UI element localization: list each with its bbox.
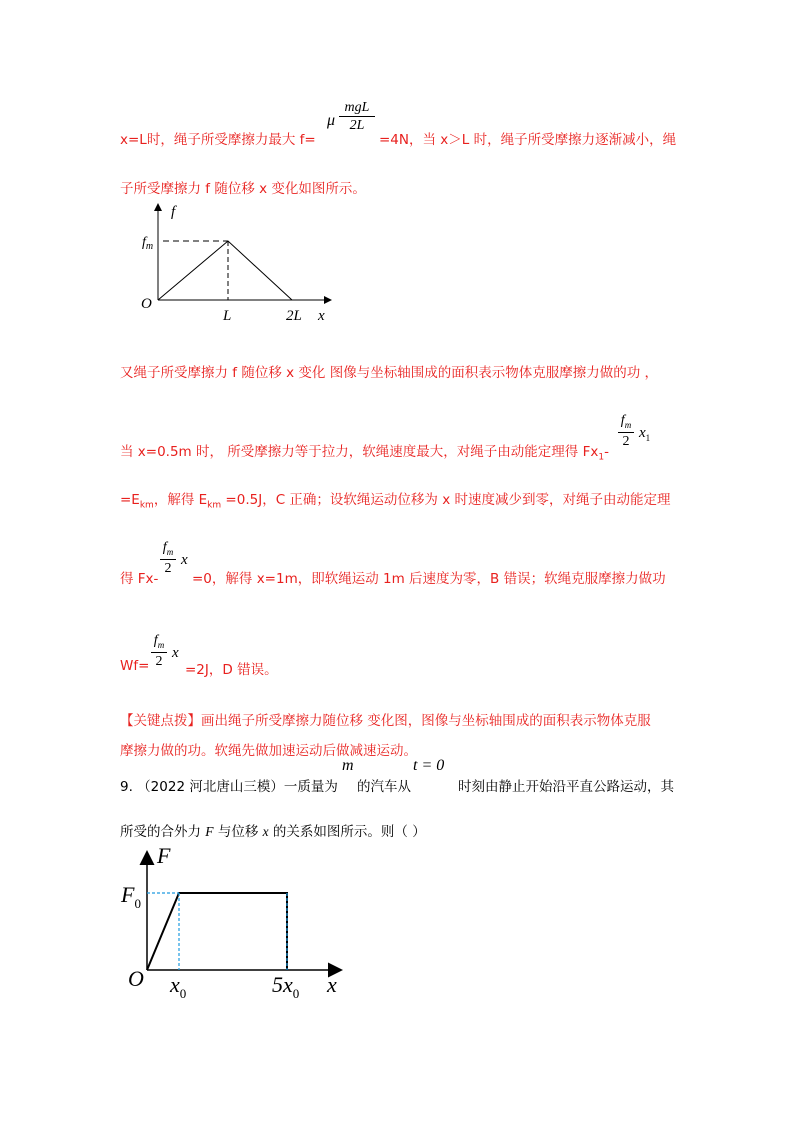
para4-text: 当 x=0.5m 时， 所受摩擦力等于拉力，软绳速度最大，对绳子由动能定理得 $Fx_1-$ [120,444,609,463]
para2-text: 子所受摩擦力 f 随位移 x 变化如图所示。 [120,181,366,197]
graph2-5x0-label: $5x_0$ [272,972,300,1001]
fraction-fm-over-2-b: $f_m$ 2 [160,540,176,576]
mu-symbol: μ [327,112,336,129]
graph2-force-line [147,893,287,970]
x-symbol-b: x [172,645,179,661]
para1-text-a: x=L时，绳子所受摩擦力最大 f= [120,132,316,148]
graph2-F0-label: $F_0$ [121,882,141,911]
para7-text-a: Wf= [120,658,150,674]
graph1-x-label: x [318,308,325,324]
graph2-origin-label: O [128,966,144,991]
q9-text-c: 时刻由静止开始沿平直公路运动，其 [458,779,674,795]
para1-text-b: =4N，当 x＞L 时，绳子所受摩擦力逐渐减小，绳 [379,132,677,148]
graph1-2L-label: 2L [286,308,302,324]
x1-symbol: $x_1$ [639,425,651,443]
q9-t0-symbol: t = 0 [413,757,445,774]
fraction-numerator: mgL [344,100,370,115]
graph1-origin-label: O [141,296,152,312]
fraction-fm-over-2-c: $f_m$ 2 [151,633,167,669]
q9-text-b: 的汽车从 [357,779,411,795]
fraction-denominator: 2L [349,118,365,134]
para7-text-b: =2J，D 错误。 [185,662,278,678]
q9-line2: 所受的合外力 F 与位移 x 的关系如图所示。则（ ） [120,824,426,840]
para3-text: 又绳子所受摩擦力 f 随位移 x 变化 图像与坐标轴围成的面积表示物体克服摩擦力做的功 ， [120,365,658,381]
q9-text-a: 9. （2022 河北唐山三模）一质量为 [120,779,338,795]
graph1-f-label: f [171,204,176,220]
x-symbol-a: x [181,552,188,568]
para6-text-b: =0，解得 x=1m，即软绳运动 1m 后速度为零，B 错误；软绳克服摩擦力做功 [192,571,666,587]
graph1-L-label: L [223,308,232,324]
fraction-fm-over-2-a: $f_m$ 2 [618,413,634,449]
para5-text: $=E_{km}$，解得 $E_{km} =0.5J$，C 正确；设软绳运动位移为 x 时速度减少到零，对绳子由动能定理 [120,492,671,511]
graph1-fm-label: $f_m$ [142,235,154,252]
graph2-F-label: F [157,843,171,868]
key-point-line1: 【关键点拨】画出绳子所受摩擦力随位移 变化图，图像与坐标轴围成的面积表示物体克服 [120,713,651,729]
key-point-line2: 摩擦力做的功。软绳先做加速运动后做减速运动。 [120,743,417,759]
q9-m-symbol: m [342,757,354,774]
graph2-x-label: x [327,972,337,997]
para6-text-a: 得 Fx- [120,571,159,587]
graph2-x0-label: $x_0$ [170,972,187,1001]
